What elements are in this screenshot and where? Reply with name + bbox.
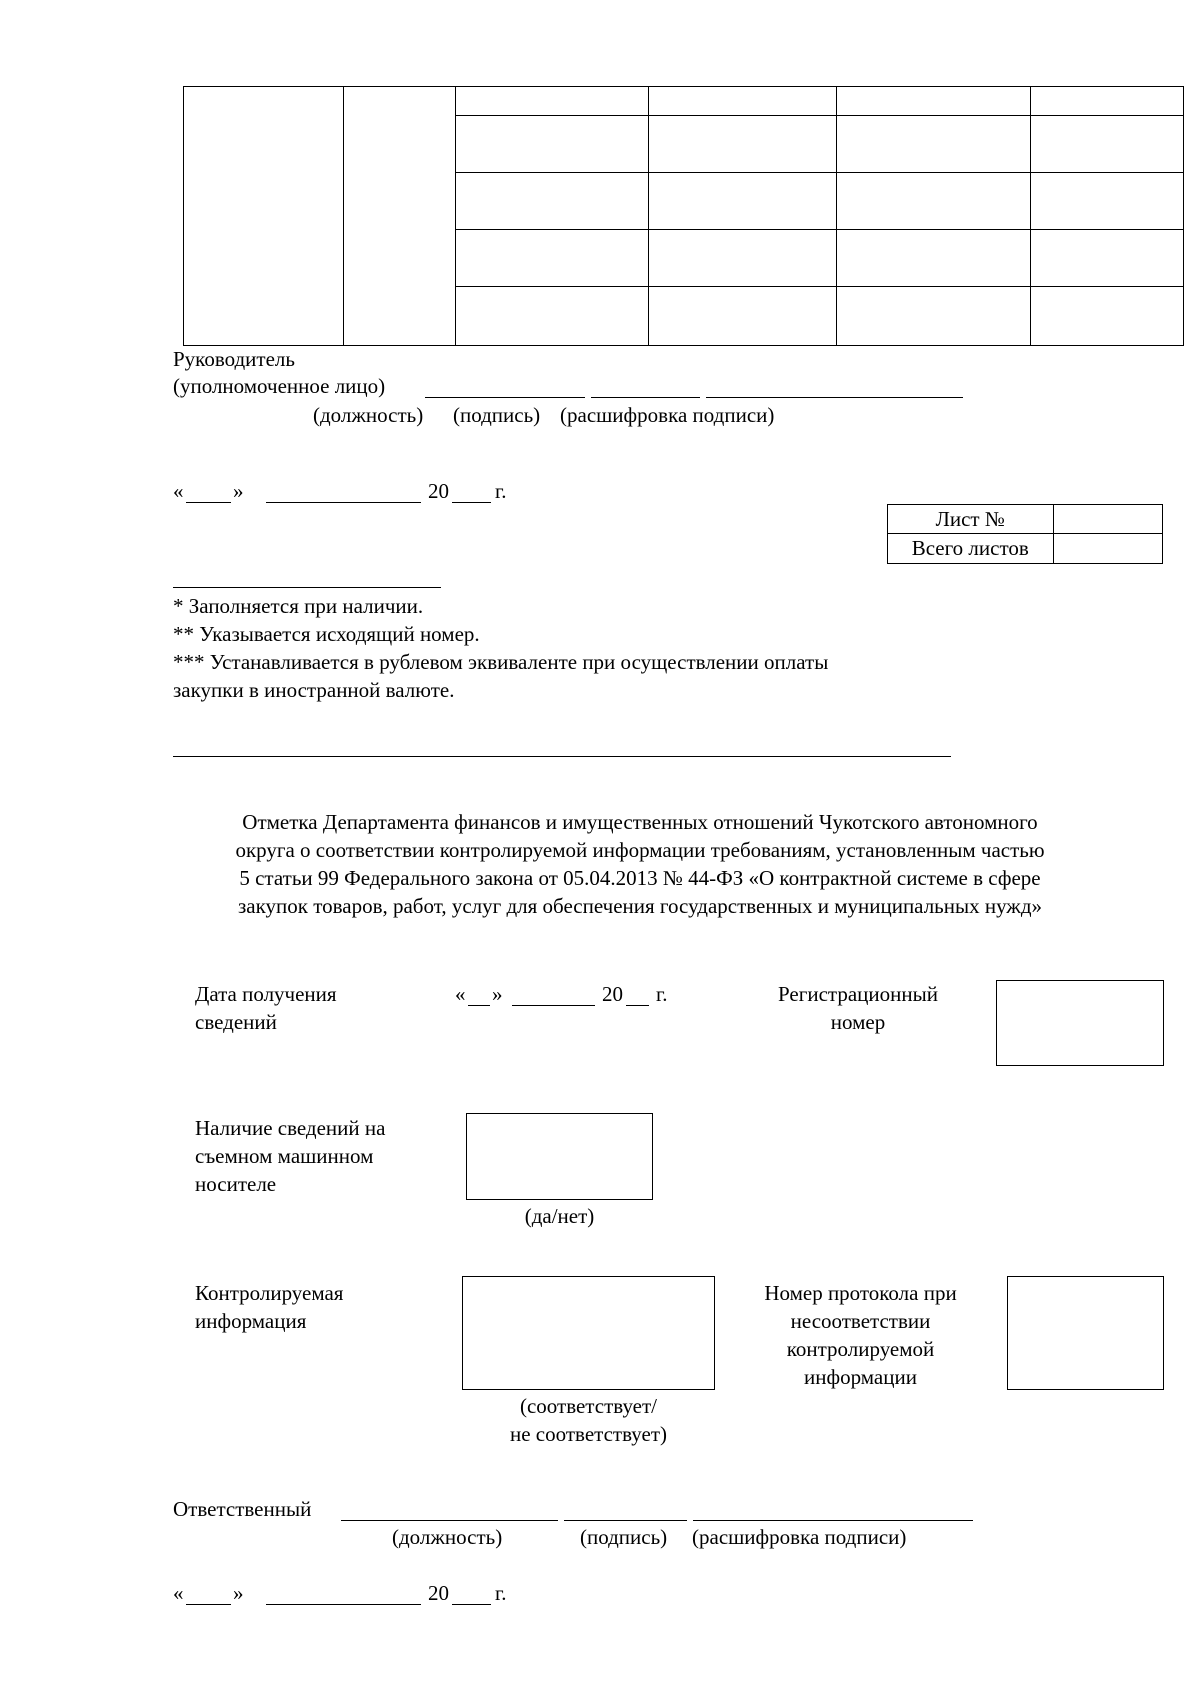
media-label-line2: съемном машинном bbox=[195, 1144, 374, 1168]
date-day-field[interactable] bbox=[186, 502, 231, 503]
controlled-label-line1: Контролируемая bbox=[195, 1281, 344, 1305]
table-cell[interactable] bbox=[648, 230, 837, 287]
date-year-prefix: 20 bbox=[428, 479, 449, 503]
date2-month-field[interactable] bbox=[266, 1604, 421, 1605]
date2-year-field[interactable] bbox=[452, 1604, 491, 1605]
table-cell[interactable] bbox=[837, 116, 1031, 173]
responsible-caption-position: (должность) bbox=[392, 1525, 503, 1549]
table-cell[interactable] bbox=[837, 173, 1031, 230]
reg-number-label-line1: Регистрационный bbox=[778, 982, 938, 1006]
table-cell[interactable] bbox=[648, 287, 837, 346]
reg-number-box[interactable] bbox=[996, 980, 1164, 1066]
receipt-year-field[interactable] bbox=[626, 1005, 649, 1006]
caption-signature: (подпись) bbox=[453, 403, 541, 427]
protocol-label-line4: информации bbox=[804, 1365, 917, 1389]
controlled-box[interactable] bbox=[462, 1276, 715, 1390]
date-quote-close: » bbox=[233, 479, 244, 503]
responsible-signature-field[interactable] bbox=[564, 1520, 687, 1521]
position-field[interactable] bbox=[425, 397, 585, 398]
table-cell[interactable] bbox=[455, 230, 648, 287]
date2-year-prefix: 20 bbox=[428, 1581, 449, 1605]
authorized-label: (уполномоченное лицо) bbox=[173, 374, 386, 398]
mark-title-line3: 5 статьи 99 Федерального закона от 05.04.2013 № 44-ФЗ «О контрактной системе в сфере bbox=[239, 866, 1041, 890]
receipt-day-field[interactable] bbox=[468, 1005, 490, 1006]
media-caption: (да/нет) bbox=[524, 1204, 595, 1228]
receipt-year-prefix: 20 bbox=[602, 982, 623, 1006]
table-cell[interactable] bbox=[184, 87, 344, 346]
mark-title-line2: округа о соответствии контролируемой информации требованиям, установленным частью bbox=[235, 838, 1045, 862]
date2-quote-close: » bbox=[233, 1581, 244, 1605]
protocol-label-line3: контролируемой bbox=[786, 1337, 935, 1361]
responsible-position-field[interactable] bbox=[341, 1520, 558, 1521]
sheet-no-label: Лист № bbox=[888, 505, 1054, 534]
section-divider bbox=[173, 756, 951, 757]
sheet-box bbox=[887, 504, 1163, 564]
date-quote-open: « bbox=[173, 479, 184, 503]
total-sheets-label: Всего листов bbox=[888, 534, 1054, 564]
signature-field[interactable] bbox=[591, 397, 700, 398]
table-cell[interactable] bbox=[1031, 230, 1184, 287]
total-sheets-field[interactable] bbox=[1053, 534, 1163, 564]
controlled-caption-line2: не соответствует) bbox=[510, 1422, 667, 1446]
receipt-month-field[interactable] bbox=[512, 1005, 595, 1006]
table-cell[interactable] bbox=[837, 287, 1031, 346]
responsible-caption-decode: (расшифровка подписи) bbox=[692, 1525, 907, 1549]
date-year-suffix: г. bbox=[495, 479, 507, 503]
protocol-label-line2: несоответствии bbox=[790, 1309, 931, 1333]
table-cell[interactable] bbox=[648, 87, 837, 116]
table-cell[interactable] bbox=[648, 173, 837, 230]
protocol-number-box[interactable] bbox=[1007, 1276, 1164, 1390]
sheet-no-field[interactable] bbox=[1053, 505, 1163, 534]
receipt-date-label-line2: сведений bbox=[195, 1010, 277, 1034]
table-cell[interactable] bbox=[1031, 287, 1184, 346]
table-cell[interactable] bbox=[455, 87, 648, 116]
receipt-date-close: » bbox=[492, 982, 503, 1006]
table-cell[interactable] bbox=[648, 116, 837, 173]
table-cell[interactable] bbox=[455, 287, 648, 346]
footnote-1: * Заполняется при наличии. bbox=[173, 594, 424, 618]
footnote-2: ** Указывается исходящий номер. bbox=[173, 622, 480, 646]
media-label-line1: Наличие сведений на bbox=[195, 1116, 386, 1140]
footnote-separator bbox=[173, 587, 441, 588]
responsible-decode-field[interactable] bbox=[693, 1520, 973, 1521]
media-box[interactable] bbox=[466, 1113, 653, 1200]
reg-number-label-line2: номер bbox=[830, 1010, 886, 1034]
date2-year-suffix: г. bbox=[495, 1581, 507, 1605]
data-table bbox=[183, 86, 1184, 346]
signature-decode-field[interactable] bbox=[706, 397, 963, 398]
head-label: Руководитель bbox=[173, 347, 295, 371]
table-cell[interactable] bbox=[343, 87, 455, 346]
controlled-caption-line1: (соответствует/ bbox=[519, 1394, 657, 1418]
receipt-date-label-line1: Дата получения bbox=[195, 982, 337, 1006]
caption-position: (должность) bbox=[313, 403, 424, 427]
table-cell[interactable] bbox=[837, 87, 1031, 116]
responsible-caption-signature: (подпись) bbox=[580, 1525, 668, 1549]
table-cell[interactable] bbox=[1031, 173, 1184, 230]
footnote-3-line1: *** Устанавливается в рублевом эквиваленте при осуществлении оплаты bbox=[173, 650, 829, 674]
footnote-3-line2: закупки в иностранной валюте. bbox=[173, 678, 455, 702]
protocol-label-line1: Номер протокола при bbox=[764, 1281, 957, 1305]
media-label-line3: носителе bbox=[195, 1172, 277, 1196]
date2-day-field[interactable] bbox=[186, 1604, 231, 1605]
table-cell[interactable] bbox=[1031, 87, 1184, 116]
table-cell[interactable] bbox=[837, 230, 1031, 287]
responsible-label: Ответственный bbox=[173, 1497, 312, 1521]
mark-title-line1: Отметка Департамента финансов и имущественных отношений Чукотского автономного bbox=[242, 810, 1038, 834]
table-cell[interactable] bbox=[455, 116, 648, 173]
caption-decode: (расшифровка подписи) bbox=[560, 403, 775, 427]
mark-title-line4: закупок товаров, работ, услуг для обеспечения государственных и муниципальных нужд» bbox=[238, 894, 1042, 918]
table-cell[interactable] bbox=[1031, 116, 1184, 173]
date-month-field[interactable] bbox=[266, 502, 421, 503]
date-year-field[interactable] bbox=[452, 502, 491, 503]
controlled-label-line2: информация bbox=[195, 1309, 307, 1333]
date2-quote-open: « bbox=[173, 1581, 184, 1605]
table-cell[interactable] bbox=[455, 173, 648, 230]
receipt-date-open: « bbox=[455, 982, 466, 1006]
receipt-year-suffix: г. bbox=[656, 982, 668, 1006]
